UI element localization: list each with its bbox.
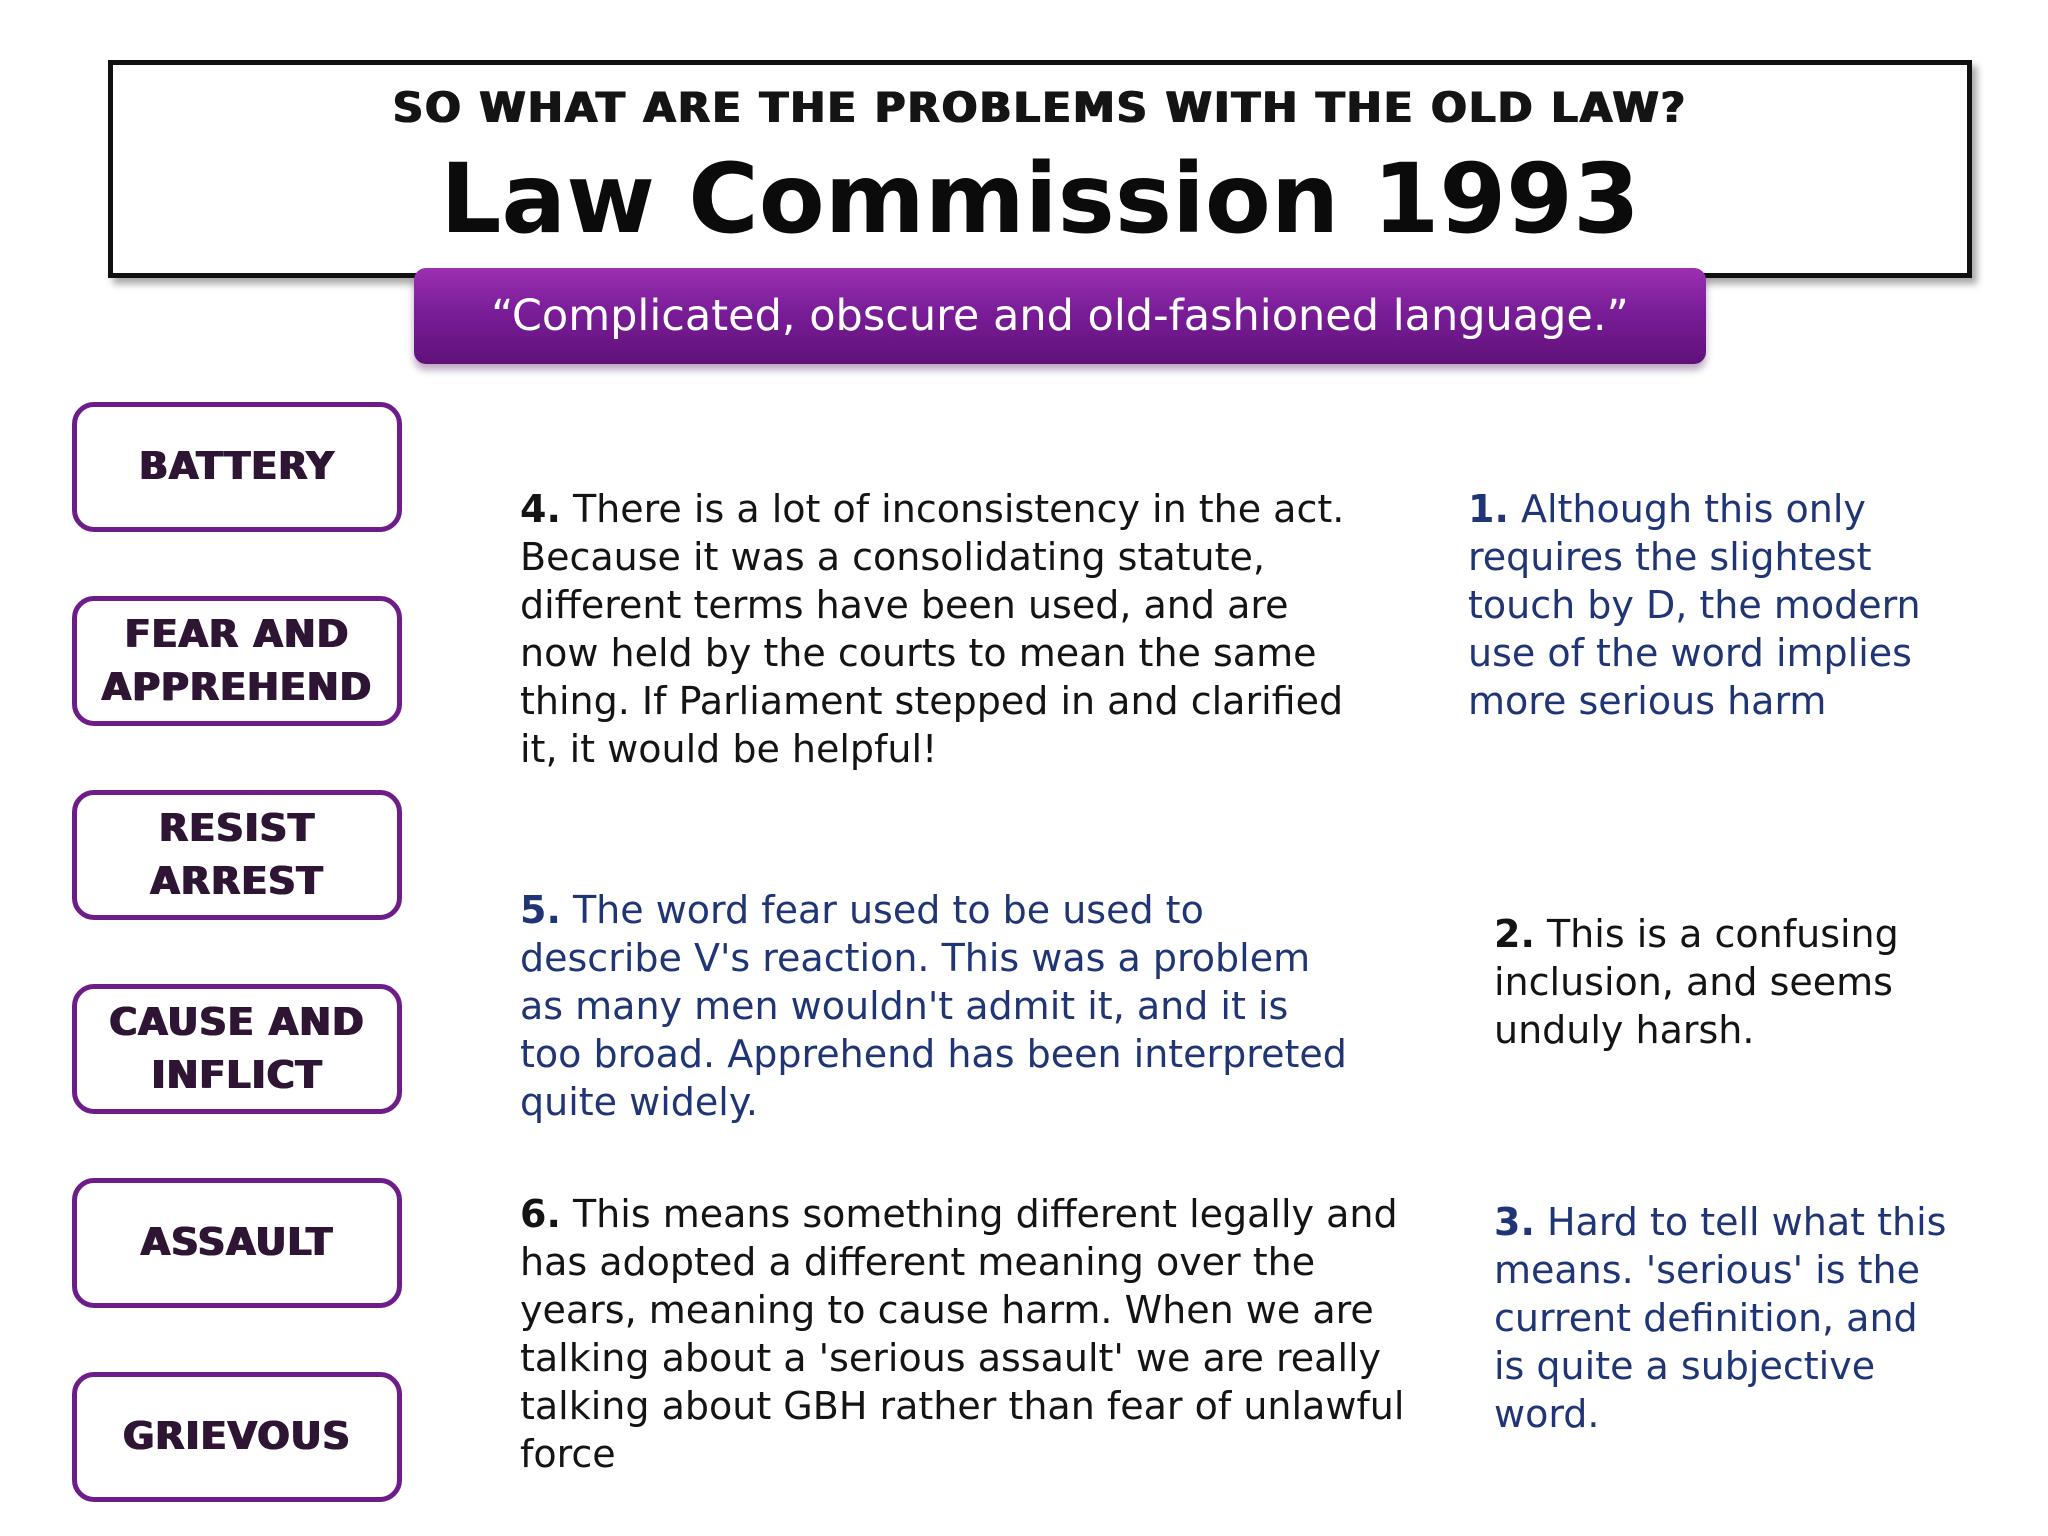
explanation-number: 2. xyxy=(1494,912,1535,956)
term-label: CAUSE AND INFLICT xyxy=(109,999,365,1097)
explanation-text: Although this only requires the slightest touch by D, the modern use of the word implies more serious harm xyxy=(1468,487,1921,723)
term-card-grievous[interactable] xyxy=(72,1372,402,1502)
explanation-text: This means something different legally and has adopted a different meaning over the years, meaning to cause harm. When we are talking about a 'serious assault' we are really talking about GBH rather than fear of unlawful force xyxy=(520,1192,1405,1476)
explanation-number: 6. xyxy=(520,1192,561,1236)
term-label: GRIEVOUS xyxy=(123,1414,351,1459)
quote-banner xyxy=(414,268,1706,364)
term-card-battery[interactable] xyxy=(72,402,402,532)
title-box xyxy=(108,60,1972,278)
term-card-fear-and-apprehend[interactable] xyxy=(72,596,402,726)
explanation-6 xyxy=(520,1190,1410,1478)
explanation-3 xyxy=(1494,1198,1954,1438)
term-card-resist-arrest[interactable] xyxy=(72,790,402,920)
term-label: RESIST ARREST xyxy=(150,805,324,903)
explanation-4 xyxy=(520,485,1350,773)
explanation-text: This is a confusing inclusion, and seems unduly harsh. xyxy=(1494,912,1899,1052)
explanation-number: 3. xyxy=(1494,1200,1535,1244)
term-label: FEAR AND APPREHEND xyxy=(101,611,373,709)
explanation-text: There is a lot of inconsistency in the act. Because it was a consolidating statute, different terms have been used, and are now held by the courts to mean the same thing. If Parliament stepped in and clarified it, it would be helpful! xyxy=(520,487,1345,771)
explanation-number: 1. xyxy=(1468,487,1509,531)
page-subtitle: SO WHAT ARE THE PROBLEMS WITH THE OLD LAW? xyxy=(392,83,1688,132)
term-card-assault[interactable] xyxy=(72,1178,402,1308)
explanation-text: The word fear used to be used to describe V's reaction. This was a problem as many men wouldn't admit it, and it is too broad. Apprehend has been interpreted quite widely. xyxy=(520,888,1347,1124)
explanation-number: 5. xyxy=(520,888,561,932)
quote-text: “Complicated, obscure and old-fashioned language.” xyxy=(491,291,1629,341)
explanation-2 xyxy=(1494,910,1914,1054)
term-label: ASSAULT xyxy=(140,1220,334,1265)
explanation-1 xyxy=(1468,485,1968,725)
term-label: BATTERY xyxy=(139,444,335,489)
explanation-5 xyxy=(520,886,1360,1126)
explanation-number: 4. xyxy=(520,487,561,531)
explanation-text: Hard to tell what this means. 'serious' is the current definition, and is quite a subjective word. xyxy=(1494,1200,1947,1436)
page-title: Law Commission 1993 xyxy=(440,143,1640,255)
term-card-cause-and-inflict[interactable] xyxy=(72,984,402,1114)
